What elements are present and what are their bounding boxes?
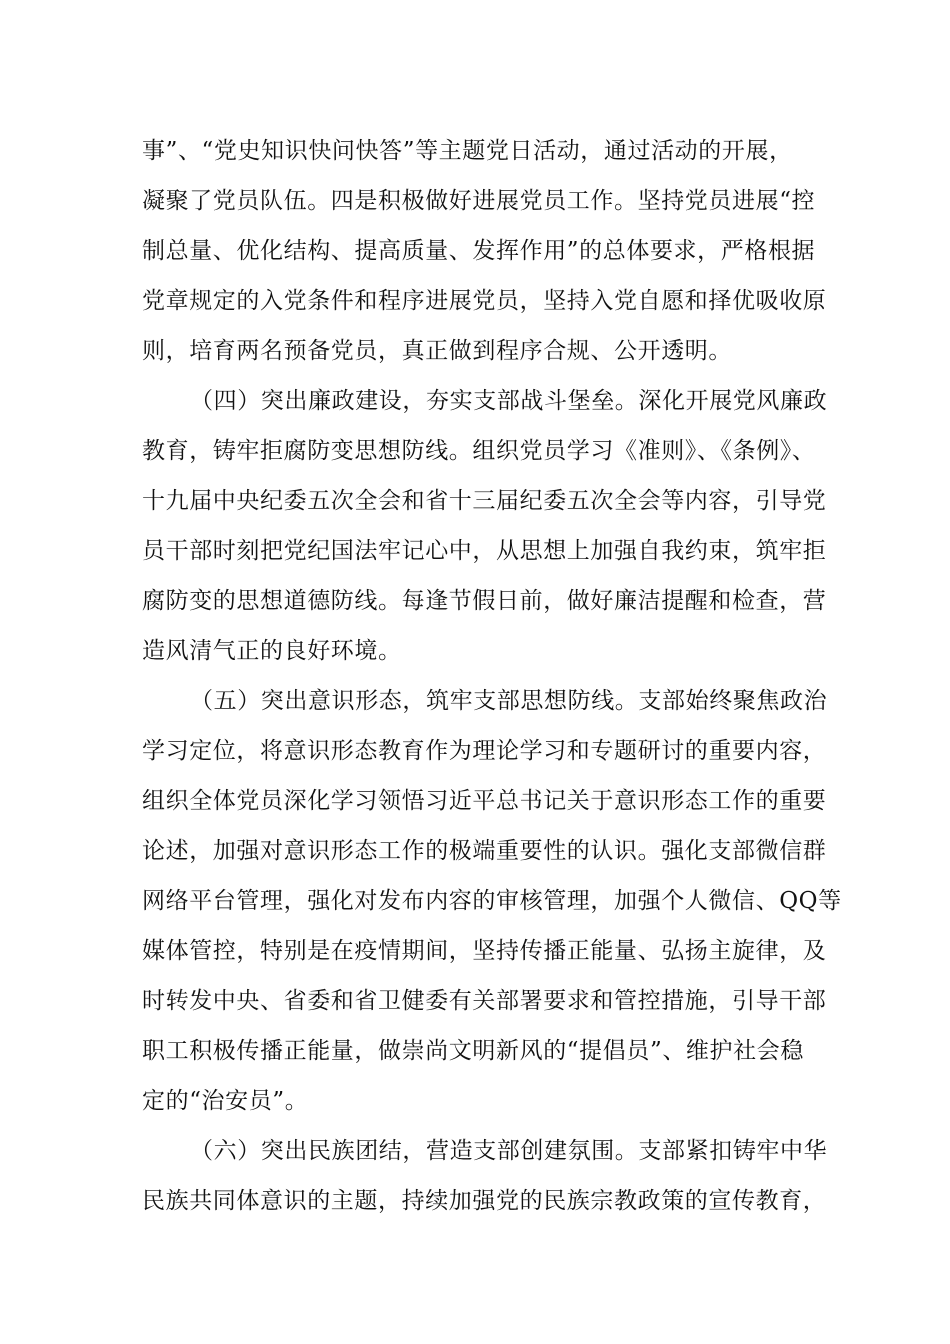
text-line: 时转发中央、省委和省卫健委有关部署要求和管控措施，引导干部 [142, 988, 827, 1014]
text-line: 组织全体党员深化学习领悟习近平总书记关于意识形态工作的重要 [142, 788, 827, 814]
text-line: 媒体管控，特别是在疫情期间，坚持传播正能量、弘扬主旋律，及 [142, 938, 827, 964]
text-line: 定的“治安员”。 [142, 1088, 309, 1114]
text-line: 腐防变的思想道德防线。每逢节假日前，做好廉洁提醒和检查，营 [142, 588, 827, 614]
text-line: 十九届中央纪委五次全会和省十三届纪委五次全会等内容，引导党 [142, 488, 827, 514]
paragraph-6-heading-line: （六）突出民族团结，营造支部创建氛围。支部紧扣铸牢中华 [190, 1138, 828, 1164]
text-line: 凝聚了党员队伍。四是积极做好进展党员工作。坚持党员进展“控 [142, 188, 816, 214]
text-line: 教育，铸牢拒腐防变思想防线。组织党员学习《准则》、《条例》、 [142, 438, 816, 464]
text-line: 网络平台管理，强化对发布内容的审核管理，加强个人微信、QQ等 [142, 888, 842, 914]
text-line: 则，培育两名预备党员，真正做到程序合规、公开透明。 [142, 338, 732, 364]
text-line: 民族共同体意识的主题，持续加强党的民族宗教政策的宣传教育， [142, 1188, 827, 1214]
text-line: 员干部时刻把党纪国法牢记心中，从思想上加强自我约束，筑牢拒 [142, 538, 827, 564]
text-line: 学习定位，将意识形态教育作为理论学习和专题研讨的重要内容， [142, 738, 827, 764]
text-line: 论述，加强对意识形态工作的极端重要性的认识。强化支部微信群 [142, 838, 827, 864]
text-line: 职工积极传播正能量，做崇尚文明新风的“提倡员”、维护社会稳 [142, 1038, 804, 1064]
text-line: 造风清气正的良好环境。 [142, 638, 402, 664]
text-line: 事”、“党史知识快问快答”等主题党日活动，通过活动的开展， [142, 138, 793, 164]
paragraph-5-heading-line: （五）突出意识形态，筑牢支部思想防线。支部始终聚焦政治 [190, 688, 828, 714]
paragraph-4-heading-line: （四）突出廉政建设，夯实支部战斗堡垒。深化开展党风廉政 [190, 388, 828, 414]
text-line: 制总量、优化结构、提高质量、发挥作用”的总体要求，严格根据 [142, 238, 816, 264]
text-line: 党章规定的入党条件和程序进展党员，坚持入党自愿和择优吸收原 [142, 288, 827, 314]
